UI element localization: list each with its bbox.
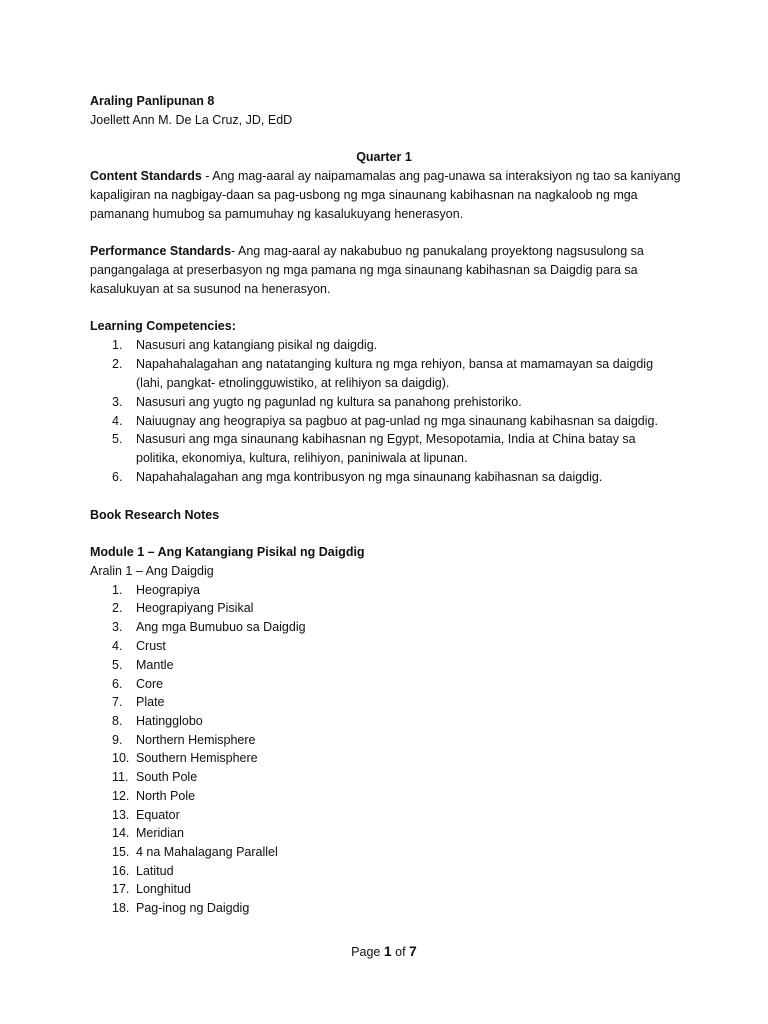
topic-number: 1. [112,583,123,597]
topic-number: 3. [112,620,123,634]
topic-item: Equator [136,808,180,822]
competency-text-continued: (lahi, pangkat- etnolingguwistiko, at relihiyon sa daigdig). [136,376,450,390]
competency-text: Nasusuri ang katangiang pisikal ng daigdig. [136,338,378,352]
topic-number: 14. [112,826,130,840]
course-title: Araling Panlipunan 8 [90,94,215,108]
lesson-title: Aralin 1 – Ang Daigdig [90,564,214,578]
topic-number: 18. [112,901,130,915]
topic-item: Northern Hemisphere [136,733,256,747]
content-standards-text: - Ang mag-aaral ay naipamamalas ang pag-unawa sa interaksiyon ng tao sa kaniyang [201,169,681,183]
page-footer [0,943,768,959]
competency-text: Nasusuri ang yugto ng pagunlad ng kultura sa panahong prehistoriko. [136,395,522,409]
competency-text: Naiuugnay ang heograpiya sa pagbuo at pag-unlad ng mga sinaunang kabihasnan sa daigdig. [136,414,658,428]
topic-number: 9. [112,733,123,747]
topic-item: Southern Hemisphere [136,751,258,765]
topic-number: 4. [112,639,123,653]
topic-item: Core [136,677,164,691]
performance-standards-line-1 [90,244,644,258]
content-standards-label: Content Standards [90,169,202,183]
book-notes-heading: Book Research Notes [90,508,220,522]
competency-number: 4. [112,414,123,428]
topic-item: Latitud [136,864,174,878]
topic-number: 13. [112,808,130,822]
topic-number: 10. [112,751,130,765]
learning-competencies-heading: Learning Competencies: [90,319,236,333]
module-title: Module 1 – Ang Katangiang Pisikal ng Daigdig [90,545,365,559]
quarter-heading: Quarter 1 [356,150,412,164]
topic-number: 7. [112,695,123,709]
content-standards-line-1 [90,169,681,183]
topic-number: 12. [112,789,130,803]
performance-standards-line-3: kasalukuyan at sa susunod na henerasyon. [90,282,331,296]
topic-item: Crust [136,639,166,653]
competency-number: 5. [112,432,123,446]
performance-standards-text: - Ang mag-aaral ay nakabubuo ng panukalang proyektong nagsusulong sa [231,244,644,258]
of-word: of [391,945,410,959]
topic-item: Meridian [136,826,184,840]
competency-number: 2. [112,357,123,371]
performance-standards-label: Performance Standards [90,244,232,258]
current-page-number: 1 [383,943,392,959]
competency-text-continued: politika, ekonomiya, kultura, relihiyon, paniniwala at lipunan. [136,451,468,465]
page-word: Page [351,945,384,959]
author-name: Joellett Ann M. De La Cruz, JD, EdD [90,113,293,127]
topic-number: 11. [112,770,129,784]
topic-item: North Pole [136,789,196,803]
topic-number: 8. [112,714,123,728]
topic-number: 6. [112,677,123,691]
topic-item: Heograpiyang Pisikal [136,601,254,615]
topic-item: Plate [136,695,165,709]
topic-item: Heograpiya [136,583,200,597]
content-standards-line-2: kapaligiran na nagbigay-daan sa pag-usbong ng mga sinaunang kabihasnan na nagkaloob ng mga [90,188,638,202]
topic-item: Longhitud [136,882,191,896]
competency-text: Nasusuri ang mga sinaunang kabihasnan ng Egypt, Mesopotamia, India at China batay sa [136,432,636,446]
topic-item: Hatingglobo [136,714,203,728]
competency-number: 1. [112,338,123,352]
topic-item: Mantle [136,658,174,672]
performance-standards-line-2: pangangalaga at preserbasyon ng mga pamana ng mga sinaunang kabihasnan sa Daigdig para sa [90,263,638,277]
competency-number: 6. [112,470,123,484]
topic-item: 4 na Mahalagang Parallel [136,845,278,859]
total-pages-number: 7 [409,943,417,959]
topic-number: 16. [112,864,130,878]
content-standards-line-3: pamanang humubog sa pamumuhay ng kasalukuyang henerasyon. [90,207,464,221]
topic-number: 2. [112,601,123,615]
topic-item: Ang mga Bumubuo sa Daigdig [136,620,306,634]
topic-number: 15. [112,845,130,859]
topic-number: 5. [112,658,123,672]
topic-number: 17. [112,882,130,896]
competency-number: 3. [112,395,123,409]
competency-text: Napahahalagahan ang natatanging kultura ng mga rehiyon, bansa at mamamayan sa daigdig [136,357,654,371]
topic-item: Pag-inog ng Daigdig [136,901,250,915]
topic-item: South Pole [136,770,198,784]
competency-text: Napahahalagahan ang mga kontribusyon ng mga sinaunang kabihasnan sa daigdig. [136,470,603,484]
